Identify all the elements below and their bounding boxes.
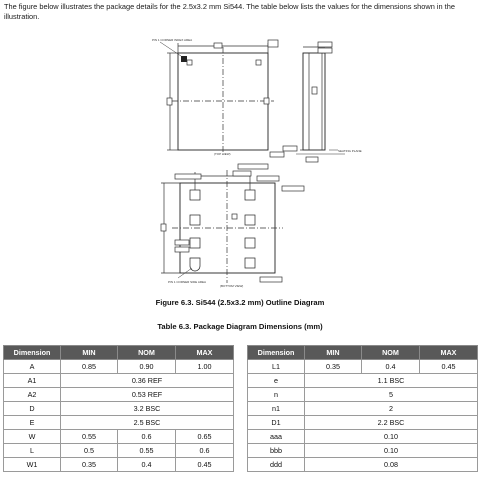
min-cell: 0.5 <box>61 444 118 458</box>
dimension-cell: W <box>4 430 61 444</box>
table-row <box>4 374 478 388</box>
dimension-cell: n1 <box>248 402 305 416</box>
value-span-cell: 5 <box>305 388 478 402</box>
top-view-label: (TOP VIEW) <box>214 152 231 156</box>
header-nom: NOM <box>118 346 176 360</box>
value-span-cell: 1.1 BSC <box>305 374 478 388</box>
min-cell: 0.55 <box>61 430 118 444</box>
table-header-row <box>4 346 478 360</box>
column-gap <box>234 458 248 472</box>
value-span-cell: 2.2 BSC <box>305 416 478 430</box>
max-cell: 0.65 <box>176 430 234 444</box>
dimension-cell: D1 <box>248 416 305 430</box>
dimension-cell: n <box>248 388 305 402</box>
max-cell: 0.45 <box>420 360 478 374</box>
header-max: MAX <box>176 346 234 360</box>
value-span-cell: 0.08 <box>305 458 478 472</box>
max-cell: 1.00 <box>176 360 234 374</box>
min-cell: 0.85 <box>61 360 118 374</box>
dimension-cell: ddd <box>248 458 305 472</box>
nom-cell: 0.4 <box>362 360 420 374</box>
value-span-cell: 2.5 BSC <box>61 416 234 430</box>
dimension-cell: A1 <box>4 374 61 388</box>
value-span-cell: 0.36 REF <box>61 374 234 388</box>
pin1-corner-bottom-label: PIN 1 CORNER SIDE AREA <box>168 280 207 284</box>
table-row <box>4 360 478 374</box>
top-view-drawing <box>160 40 284 157</box>
value-span-cell: 0.53 REF <box>61 388 234 402</box>
table-row <box>4 402 478 416</box>
seating-plane-label: SEATING PLANE <box>338 149 362 153</box>
intro-paragraph: The figure below illustrates the package details for the 2.5x3.2 mm Si544. The table below lists the values for the dimensions shown in the illustration. <box>4 2 455 21</box>
dimension-cell: D <box>4 402 61 416</box>
header-max: MAX <box>420 346 478 360</box>
max-cell: 0.6 <box>176 444 234 458</box>
dimension-cell: E <box>4 416 61 430</box>
table-row <box>4 430 478 444</box>
value-span-cell: 2 <box>305 402 478 416</box>
min-cell: 0.35 <box>61 458 118 472</box>
dimension-cell: bbb <box>248 444 305 458</box>
column-gap <box>234 402 248 416</box>
column-gap <box>234 444 248 458</box>
value-span-cell: 3.2 BSC <box>61 402 234 416</box>
dimensions-table <box>3 345 478 472</box>
header-dimension: Dimension <box>248 346 305 360</box>
bottom-view-label: (BOTTOM VIEW) <box>220 284 244 288</box>
figure-caption: Figure 6.3. Si544 (2.5x3.2 mm) Outline Diagram <box>155 298 325 307</box>
dimension-cell: A <box>4 360 61 374</box>
table-caption: Table 6.3. Package Diagram Dimensions (mm) <box>157 322 323 331</box>
nom-cell: 0.6 <box>118 430 176 444</box>
value-span-cell: 0.10 <box>305 430 478 444</box>
value-span-cell: 0.10 <box>305 444 478 458</box>
header-min: MIN <box>61 346 118 360</box>
dimension-cell: W1 <box>4 458 61 472</box>
dimension-cell: e <box>248 374 305 388</box>
table-row <box>4 416 478 430</box>
column-gap <box>234 416 248 430</box>
nom-cell: 0.55 <box>118 444 176 458</box>
bottom-view-drawing <box>161 164 304 283</box>
dimension-cell: A2 <box>4 388 61 402</box>
min-cell: 0.35 <box>305 360 362 374</box>
side-view-drawing <box>283 42 345 162</box>
header-min: MIN <box>305 346 362 360</box>
max-cell: 0.45 <box>176 458 234 472</box>
column-gap <box>234 346 248 360</box>
column-gap <box>234 374 248 388</box>
header-dimension: Dimension <box>4 346 61 360</box>
table-row <box>4 388 478 402</box>
dimension-cell: L <box>4 444 61 458</box>
header-nom: NOM <box>362 346 420 360</box>
dimension-cell: aaa <box>248 430 305 444</box>
nom-cell: 0.4 <box>118 458 176 472</box>
column-gap <box>234 430 248 444</box>
pin1-corner-top-label: PIN 1 CORNER INDEX AREA <box>152 38 193 42</box>
column-gap <box>234 388 248 402</box>
column-gap <box>234 360 248 374</box>
table-row <box>4 444 478 458</box>
nom-cell: 0.90 <box>118 360 176 374</box>
table-row <box>4 458 478 472</box>
dimension-cell: L1 <box>248 360 305 374</box>
